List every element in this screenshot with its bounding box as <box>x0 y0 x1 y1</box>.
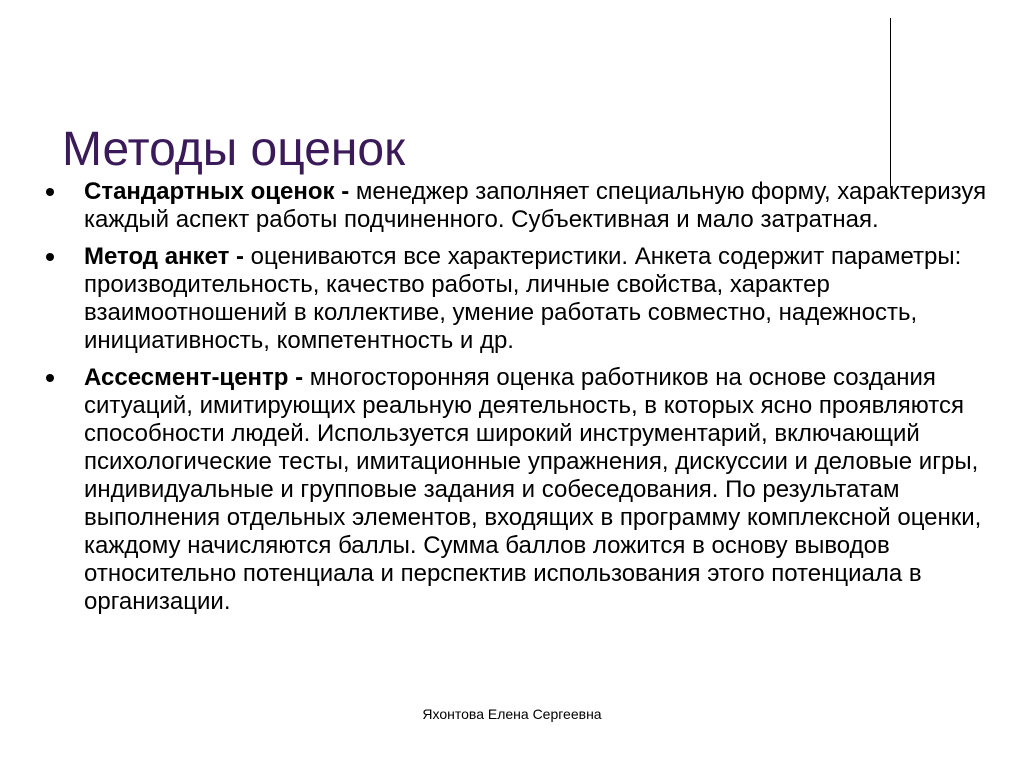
list-item <box>42 243 1017 355</box>
method-description: оцениваются все характеристики. Анкета содержит параметры: производительность, качество работы, личные свойства, характер взаимоотношений в коллективе, умение работать совместно, надежность, инициативность, компетентность и др. <box>84 243 962 354</box>
method-term: Ассесмент-центр - <box>84 364 304 391</box>
bullet-icon <box>46 374 54 382</box>
slide-title: Методы оценок <box>62 123 406 177</box>
methods-list <box>42 178 1017 625</box>
list-item <box>42 364 1017 616</box>
footer-author: Яхонтова Елена Сергеевна <box>422 706 602 722</box>
method-term: Метод анкет - <box>84 243 245 270</box>
method-description: многосторонняя оценка работников на основе создания ситуаций, имитирующих реальную деятельность, в которых ясно проявляются способности людей. Используется широкий инструментарий, включающий психологические тесты, имитационные упражнения, дискуссии и деловые игры, индивидуальные и групповые задания и собеседования. По результатам выполнения отдельных элементов, входящих в программу комплексной оценки, каждому начисляются баллы. Сумма баллов ложится в основу выводов относительно потенциала и перспектив использования этого потенциала в организации. <box>84 364 982 615</box>
bullet-icon <box>46 253 54 261</box>
method-description: менеджер заполняет специальную форму, характеризуя каждый аспект работы подчиненного. Субъективная и мало затратная. <box>84 178 987 233</box>
divider-line <box>890 18 891 188</box>
method-term: Стандартных оценок - <box>84 178 350 205</box>
bullet-icon <box>46 188 54 196</box>
list-item <box>42 178 1017 234</box>
